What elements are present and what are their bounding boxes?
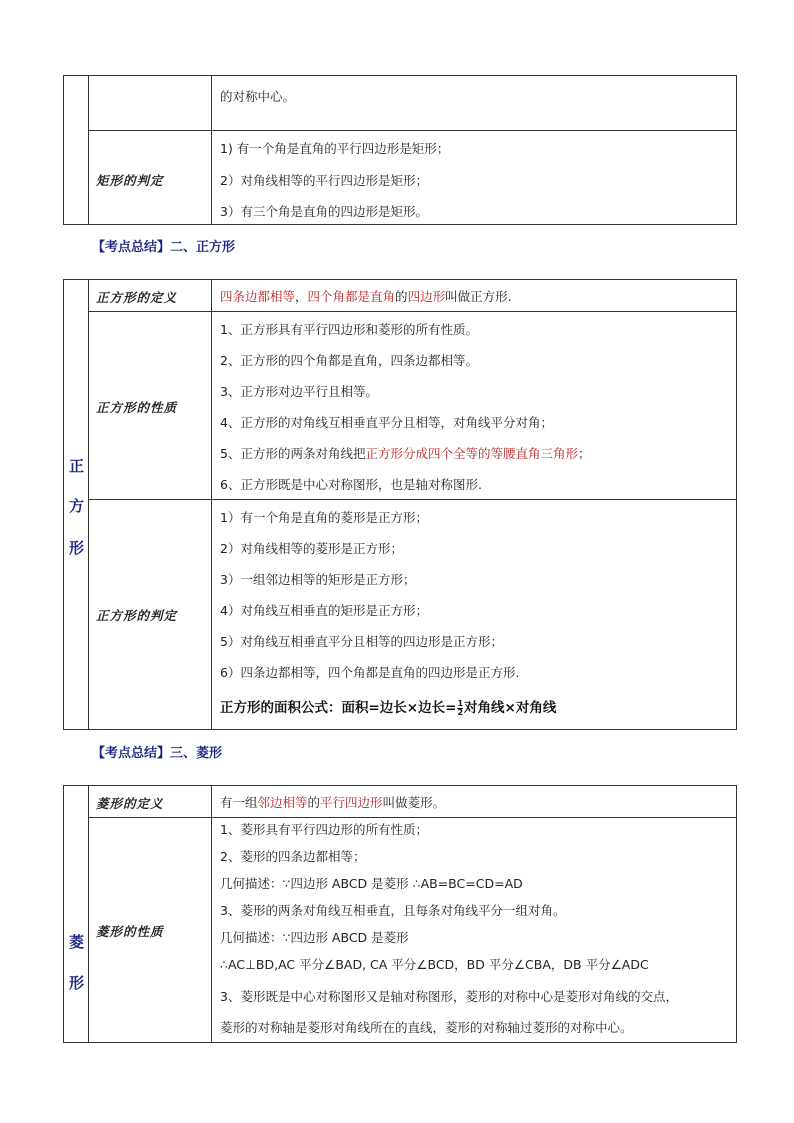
- square-definition-label: 正方形的定义: [96, 290, 178, 305]
- square-judgement-item: 2）对角线相等的菱形是正方形；: [220, 541, 403, 556]
- square-judgement-item: 6）四条边都相等，四个角都是直角的四边形是正方形.: [220, 665, 520, 680]
- table-rectangle-judgement: [63, 75, 737, 225]
- rhombus-definition-text: 有一组邻边相等的平行四边形叫做菱形。: [220, 795, 446, 810]
- square-judgement-item: 4）对角线互相垂直的矩形是正方形；: [220, 603, 428, 618]
- rect-judgement-label: 矩形的判定: [96, 173, 164, 188]
- square-property-item: 6、正方形既是中心对称图形，也是轴对称图形.: [220, 477, 482, 492]
- square-property-item: 5、正方形的两条对角线把正方形分成四个全等的等腰直角三角形；: [220, 446, 591, 461]
- table-rhombus: [63, 785, 737, 1043]
- rhombus-property-item: 几何描述：∵四边形 ABCD 是菱形 ∴AB=BC=CD=AD: [220, 876, 523, 891]
- rhombus-property-item: 3、菱形的两条对角线互相垂直，且每条对角线平分一组对角。: [220, 903, 566, 918]
- square-judgement-item: 5）对角线互相垂直平分且相等的四边形是正方形；: [220, 634, 503, 649]
- rect-symmetry-center-text: 的对称中心。: [220, 89, 296, 104]
- rhombus-property-item: 菱形的对称轴是菱形对角线所在的直线，菱形的对称轴过菱形的对称中心。: [220, 1020, 633, 1035]
- rhombus-property-item: 1、菱形具有平行四边形的所有性质；: [220, 822, 428, 837]
- one-half-fraction: $\frac{1}{2}$: [457, 698, 464, 717]
- table-square: [63, 279, 737, 730]
- square-judgement-item: 1）有一个角是直角的菱形是正方形；: [220, 510, 428, 525]
- square-property-item: 4、正方形的对角线互相垂直平分且相等，对角线平分对角；: [220, 415, 553, 430]
- square-judgement-label: 正方形的判定: [96, 608, 178, 623]
- rect-judgement-item: 2）对角线相等的平行四边形是矩形；: [220, 173, 428, 188]
- square-definition-text: 四条边都相等，四个角都是直角的四边形叫做正方形.: [220, 289, 512, 304]
- square-judgement-item: 3）一组邻边相等的矩形是正方形；: [220, 572, 416, 587]
- square-area-formula: 正方形的面积公式：面积=边长×边长= $\frac{1}{2}$ 对角线×对角线: [220, 698, 557, 717]
- rect-judgement-item: 1) 有一个角是直角的平行四边形是矩形；: [220, 141, 450, 156]
- square-property-label: 正方形的性质: [96, 400, 178, 415]
- rhombus-definition-label: 菱形的定义: [96, 796, 164, 811]
- square-property-item: 3、正方形对边平行且相等。: [220, 384, 378, 399]
- square-property-item: 2、正方形的四个角都是直角，四条边都相等。: [220, 353, 478, 368]
- rhombus-side-char: 形: [69, 974, 85, 992]
- rhombus-property-item: 3、菱形既是中心对称图形又是轴对称图形，菱形的对称中心是菱形对角线的交点，: [220, 989, 678, 1004]
- rect-judgement-item: 3）有三个角是直角的四边形是矩形。: [220, 204, 428, 219]
- rhombus-property-item: 几何描述：∵四边形 ABCD 是菱形: [220, 930, 409, 945]
- rhombus-property-item: ∴AC⊥BD,AC 平分∠BAD, CA 平分∠BCD，BD 平分∠CBA，DB 平分∠ADC: [220, 957, 649, 972]
- square-side-char: 正: [69, 457, 85, 475]
- section-heading-square: 【考点总结】二、正方形: [92, 240, 236, 255]
- rhombus-side-char: 菱: [69, 933, 85, 951]
- section-heading-rhombus: 【考点总结】三、菱形: [92, 746, 223, 761]
- rhombus-property-label: 菱形的性质: [96, 924, 164, 939]
- square-side-char: 方: [69, 497, 85, 515]
- square-side-char: 形: [69, 539, 85, 557]
- rhombus-property-item: 2、菱形的四条边都相等；: [220, 849, 366, 864]
- square-property-item: 1、正方形具有平行四边形和菱形的所有性质。: [220, 322, 478, 337]
